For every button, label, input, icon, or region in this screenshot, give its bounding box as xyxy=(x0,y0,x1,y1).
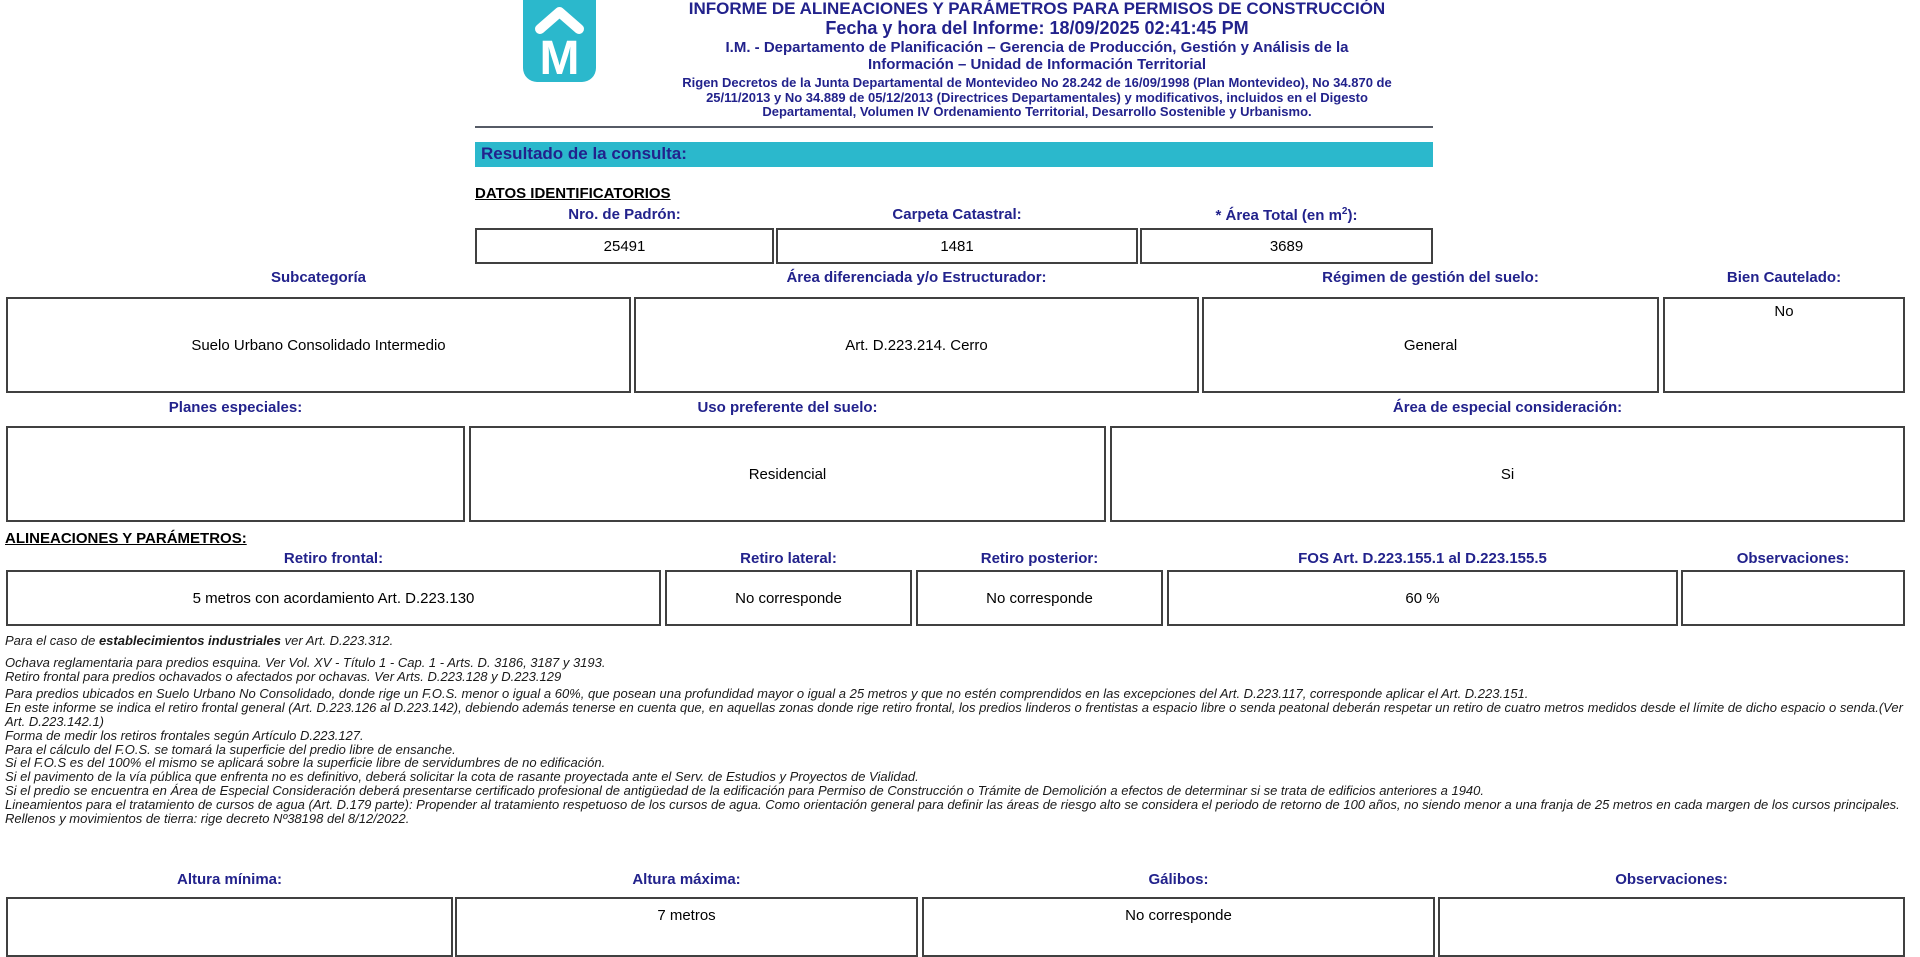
alineaciones-section-heading: ALINEACIONES Y PARÁMETROS: xyxy=(5,530,247,547)
note-line: Ochava reglamentaria para predios esquina. Ver Vol. XV - Título 1 - Cap. 1 - Arts. D. 3186, 3187 y 3193. xyxy=(5,654,606,670)
galibos-label: Gálibos: xyxy=(1148,871,1209,888)
plans-labels-row xyxy=(6,399,1905,416)
altura-minima-value-box xyxy=(6,897,453,957)
subcategoria-value-box: Suelo Urbano Consolidado Intermedio xyxy=(6,297,631,393)
decrees-line-1: Rigen Decretos de la Junta Departamental de Montevideo No 28.242 de 16/09/1998 (Plan Montevideo), No 34.870 de xyxy=(682,75,1392,90)
altura-maxima-label: Altura máxima: xyxy=(632,871,741,888)
decrees-line-2: 25/11/2013 y No 34.889 de 05/12/2013 (Directrices Departamentales) y modificativos, incluidos en el Digesto xyxy=(706,89,1368,105)
altura-minima-label: Altura mínima: xyxy=(176,871,282,888)
note-line: Rellenos y movimientos de tierra: rige decreto Nº38198 del 8/12/2022. xyxy=(5,810,410,826)
regimen-value-box: General xyxy=(1202,297,1659,393)
area-total-value-box: 3689 xyxy=(1140,228,1433,264)
report-datetime: Fecha y hora del Informe: 18/09/2025 02:41:45 PM xyxy=(825,18,1249,38)
note-line: Para el cálculo del F.O.S. se tomará la superficie del predio libre de ensanche. xyxy=(5,741,456,757)
alturas-values-row xyxy=(6,897,1905,957)
note-line: Forma de medir los retiros frontales según Artículo D.223.127. xyxy=(5,727,364,743)
bien-cautelado-label: Bien Cautelado: xyxy=(1726,269,1842,286)
datos-labels-row xyxy=(475,206,1433,224)
area-total-label: * Área Total (en $m^2$): xyxy=(1215,206,1358,224)
report-title: INFORME DE ALINEACIONES Y PARÁMETROS PARA PERMISOS DE CONSTRUCCIÓN xyxy=(688,0,1386,18)
uso-preferente-label: Uso preferente del suelo: xyxy=(697,399,878,416)
alineaciones-values-row xyxy=(6,570,1905,626)
padron-label: Nro. de Padrón: xyxy=(568,206,681,223)
note-line: Lineamientos para el tratamiento de cursos de agua (Art. D.179 parte): Propender al tratamiento respetuoso de los cursos de agua. Como orientación general para definir las áreas de riesgo alto se considera el periodo de retorno de 100 años, no siendo menor a una franja de 25 metros en cada margen de los cursos principales. xyxy=(5,796,1900,812)
retiro-lateral-label: Retiro lateral: xyxy=(740,550,837,567)
note-industriales: Para el caso de establecimientos industriales ver Art. D.223.312. xyxy=(5,633,394,648)
area-especial-value-box: Si xyxy=(1110,426,1905,522)
report-header xyxy=(596,0,1478,120)
retiro-posterior-label: Retiro posterior: xyxy=(980,550,1099,567)
note-line: Si el F.O.S es del 100% el mismo se aplicará sobre la superficie libre de servidumbres de no edificación. xyxy=(5,755,606,771)
result-banner: Resultado de la consulta: xyxy=(475,142,1433,167)
note-line: Si el predio se encuentra en Área de Especial Consideración deberá presentarse certificado profesional de antigüedad de la edificación para Permiso de Construcción o Trámite de Demolición a efectos de determinar si se trata de edificios anteriores a 1940. xyxy=(5,782,1484,798)
area-diferenciada-value-box: Art. D.223.214. Cerro xyxy=(634,297,1199,393)
note-line: Si el pavimento de la vía pública que enfrenta no es definitivo, deberá solicitar la cota de rasante proyectada ante el Serv. de Estudios y Proyectos de Vialidad. xyxy=(5,769,919,785)
note-line: En este informe se indica el retiro frontal general (Art. D.223.126 al D.223.142), debiendo además tenerse en cuenta que, en aquellas zonas donde rige retiro frontal, los predios linderos o frentistas a espacio libre o senda peatonal deberán respetar un retiro de cuatro metros medidos desde el límite de dicho espacio o senda.(Ver Art. D.223.142.1) xyxy=(5,700,1903,729)
zoning-values-row xyxy=(6,297,1905,393)
fos-value-box: 60 % xyxy=(1167,570,1678,626)
alturas-observaciones-label: Observaciones: xyxy=(1615,871,1728,888)
decrees-line-3: Departamental, Volumen IV Ordenamiento Territorial, Desarrollo Sostenible y Urbanismo. xyxy=(762,104,1312,119)
retiro-frontal-value-box: 5 metros con acordamiento Art. D.223.130 xyxy=(6,570,661,626)
regulatory-notes xyxy=(5,634,1910,825)
alturas-observaciones-value-box xyxy=(1438,897,1905,957)
retiro-frontal-label: Retiro frontal: xyxy=(283,550,384,567)
plans-values-row xyxy=(6,426,1905,522)
carpeta-label: Carpeta Catastral: xyxy=(892,206,1022,223)
note-line: Para predios ubicados en Suelo Urbano No Consolidado, donde rige un F.O.S. menor o igual a 60%, que posean una profundidad mayor o igual a 25 metros y que no estén comprendidos en las excepciones del Art. D.223.117, corresponde aplicar el Art. D.223.151. xyxy=(5,686,1529,702)
retiro-lateral-value-box: No corresponde xyxy=(665,570,912,626)
observaciones-value-box xyxy=(1681,570,1905,626)
altura-maxima-value-box: 7 metros xyxy=(455,897,918,957)
regimen-label: Régimen de gestión del suelo: xyxy=(1322,269,1539,286)
alineaciones-labels-row xyxy=(6,550,1905,567)
carpeta-value-box: 1481 xyxy=(776,228,1138,264)
alturas-labels-row xyxy=(6,871,1905,888)
im-montevideo-logo xyxy=(523,0,596,82)
padron-value-box: 25491 xyxy=(475,228,774,264)
area-diferenciada-label: Área diferenciada y/o Estructurador: xyxy=(786,269,1047,286)
department-line-1: I.M. - Departamento de Planificación – Gerencia de Producción, Gestión y Análisis de la xyxy=(725,39,1349,56)
zoning-labels-row xyxy=(6,269,1905,286)
subcategoria-label: Subcategoría xyxy=(270,269,367,286)
galibos-value-box: No corresponde xyxy=(922,897,1435,957)
bien-cautelado-value-box: No xyxy=(1663,297,1905,393)
datos-section-heading: DATOS IDENTIFICATORIOS xyxy=(475,185,671,202)
logo-letter: M xyxy=(539,32,580,82)
header-divider xyxy=(475,126,1433,128)
observaciones-label: Observaciones: xyxy=(1736,550,1850,567)
note-line: Retiro frontal para predios ochavados o afectados por ochavas. Ver Arts. D.223.128 y D.223.129 xyxy=(5,668,562,684)
im-logo-graphic xyxy=(523,0,596,82)
area-especial-label: Área de especial consideración: xyxy=(1392,399,1623,416)
planes-especiales-value-box xyxy=(6,426,465,522)
datos-values-row xyxy=(475,228,1433,264)
department-line-2: Información – Unidad de Información Territorial xyxy=(867,56,1207,73)
planes-especiales-label: Planes especiales: xyxy=(168,399,303,416)
retiro-posterior-value-box: No corresponde xyxy=(916,570,1163,626)
fos-label: FOS Art. D.223.155.1 al D.223.155.5 xyxy=(1298,550,1547,567)
uso-preferente-value-box: Residencial xyxy=(469,426,1106,522)
